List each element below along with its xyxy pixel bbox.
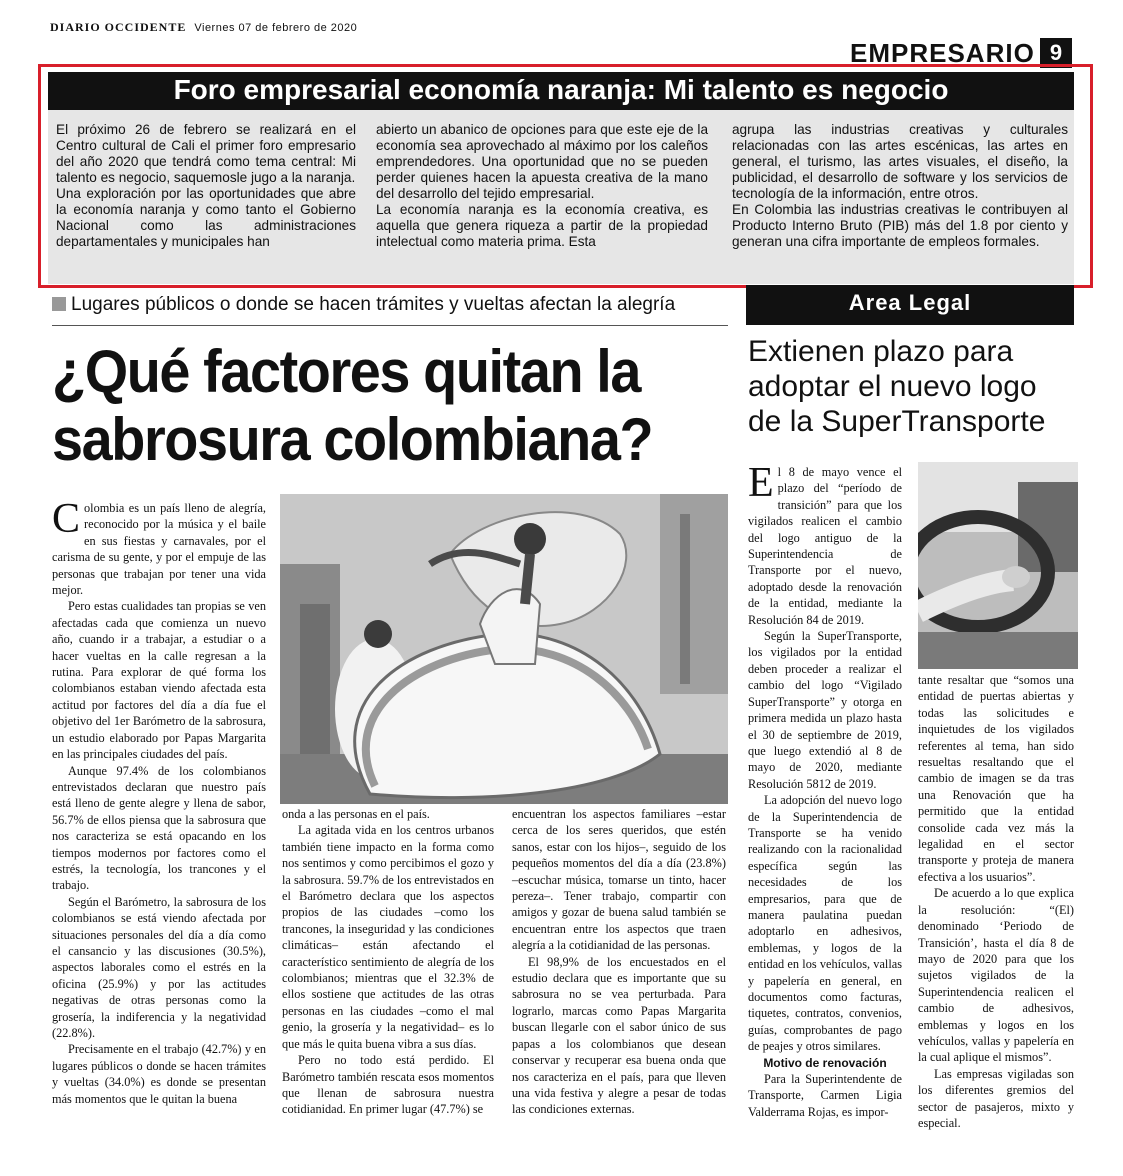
feature-paragraph: El próximo 26 de febrero se realizará en el Centro cultural de Cali el primer foro empresario del año 2020 que tendrá como tema central: Mi talento es negocio, saquemosle jugo a la naranja. (56, 122, 356, 185)
paragraph: onda a las personas en el país. (282, 807, 430, 821)
lead-text: olombia es un país lleno de alegría, reconocido por la música y el baile en sus fiestas y carnavales, por el carisma de su gente, y por el empuje de las personas que trabajan por tener una vida mejor. (52, 501, 266, 598)
area-legal-banner: Area Legal (746, 285, 1074, 325)
article-kicker (52, 294, 675, 316)
article-column-3 (512, 806, 726, 1118)
feature-paragraph: agrupa las industrias creativas y culturales relacionadas con las artes escénicas, las artes en general, el turismo, las artes visuales, el diseño, la publicidad, el desarrollo de software y los servicios de tecnología de la información, entre otros. (732, 122, 1068, 201)
paragraph: De acuerdo a lo que explica la resolución: “(El) denominado ‘Periodo de Transición’, hasta el día 8 de mayo de 2020 para que los sujetos vigilados de la Superintendencia realicen el cambio de adhesivos, emblemas y logos en los vehículos, vallas y papelería en la cual aplique el mismos”. (918, 886, 1074, 1065)
paragraph: El 98,9% de los encuestados en el estudio declara que es importante que su sabrosura no se vea perturbada. Para lograrlo, marcas como Papas Margarita buscan llegarle con el sabor único de sus papas a los colombianos que desean conservar y recuperar esa buena onda que nos caracteriza en el país, para que lleven una vida festiva y alegre a pesar de todas las condiciones externas. (512, 954, 726, 1117)
highlight-box (38, 64, 1093, 288)
paragraph: Para la Superintendente de Transporte, Carmen Ligia Valderrama Rojas, es impor- (748, 1072, 902, 1119)
paragraph: Según el Barómetro, la sabrosura de los colombianos se está viendo afectada por situaciones personales del día a día como el cansancio y las discusiones (30.5%), aspectos laborales como el estrés en la oficina (25.9%) y por las actitudes negativas de otras personas como la grosería, la indiferencia y la negatividad (22.8%). (52, 894, 266, 1040)
paragraph: La agitada vida en los centros urbanos también tiene impacto en la forma como nos sentimos y como percibimos el gozo y la sabrosura. 59.7% de los entrevistados en el Barómetro declara que los aspectos propios de las ciudades –como los trancones, la inseguridad y las condiciones climáticas– están afectando el característico sentimiento de alegría de los colombianos; mientras que el 32.3% de ellos sostiene que actitudes de las otras personas en las ciudades –como el mal genio, la grosería y la negatividad– es lo que más le quita buena vibra a sus días. (282, 823, 494, 1051)
paragraph: Pero estas cualidades tan propias se ven afectadas cada que comienza un nuevo año, cuando ir a trabajar, a estudiar o a hacer vueltas en la calle regresan a la rutina. Para explorar de qué forma los colombianos estaban viendo afectada esta actitud por factores del día a día fue el objetivo del 1er Barómetro de la sabrosura, un estudio elaborado por Papas Margarita en las principales ciudades del país. (52, 599, 266, 762)
paragraph: tante resaltar que “somos una entidad de puertas abiertas y todas las solicitudes e inquietudes de los vigilados referentes al tema, han sido resueltas resaltando que el cambio de imagen se da tras una Renovación que ha permitido que la entidad consolide cada vez más la legalidad en el sector transporte y proteja de manera efectiva a los usuarios”. (918, 673, 1074, 884)
section-name: EMPRESARIO (850, 38, 1035, 68)
square-bullet-icon (52, 297, 66, 311)
paragraph: Pero no todo está perdido. El Barómetro también rescata esos momentos que llenan de sabrosura nuestra cotidianidad. En primer lugar (47.7%) se (282, 1053, 494, 1117)
driver-photo-illustration (918, 462, 1078, 669)
paragraph: Las empresas vigiladas son los diferentes gremios del sector de pasajeros, mixto y especial. (918, 1066, 1074, 1130)
feature-title: Foro empresarial economía naranja: Mi talento es negocio (48, 72, 1074, 110)
article-column-2 (282, 806, 494, 1118)
masthead (50, 20, 357, 35)
paragraph: La adopción del nuevo logo de la Superintendencia de Transporte se ha venido realizando con la racionalidad específica según las necesidades de los empresarios, para que de manera paulatina puedan adoptarlo en adhesivos, emblemas, y logos de la entidad en los vehículos, vallas y papelería en general, en documentos como facturas, tiquetes, contratos, convenios, guías, comprobantes de pago de peajes y otros similares. (748, 793, 902, 1054)
lead-paragraph (52, 496, 266, 598)
drop-cap: C (52, 496, 81, 542)
article-column-1 (52, 496, 266, 1107)
legal-headline: Extienen plazo para adoptar el nuevo logo de la SuperTransporte (748, 335, 1046, 438)
feature-paragraph: En Colombia las industrias creativas le contribuyen al Producto Interno Bruto (PIB) más del 1.8 por ciento y generan una cifra importante de empleos formales. (732, 202, 1068, 249)
driver-photo (918, 462, 1078, 669)
legal-column-2 (918, 672, 1074, 1131)
issue-date: Viernes 07 de febrero de 2020 (194, 22, 358, 34)
article-headline: ¿Qué factores quitan la sabrosura colombiana? (52, 338, 653, 473)
feature-paragraph: abierto un abanico de opciones para que este eje de la economía sea aprovechado al máximo por los caleños emprendedores. Una oportunidad que no se pueden perder quienes hacen la apuesta creativa de la mano del desarrollo del tejido empresarial. (376, 122, 708, 201)
drop-cap: E (748, 460, 774, 506)
feature-paragraph: Una exploración por las oportunidades que abre la economía naranja y como tanto el Gobierno Nacional como las administraciones departamentales y municipales han (56, 186, 356, 249)
paragraph: Aunque 97.4% de los colombianos entrevistados declaran que nuestro país está lleno de gente alegre y llena de sabor, 56.7% de ellos piensa que la sabrosura que nos caracteriza se está opacando en los tiempos modernos por factores como el estrés, la tecnología, los trancones y el trabajo. (52, 763, 266, 893)
dancer-photo (280, 494, 728, 804)
paragraph: Según la SuperTransporte, los vigilados por la entidad deben proceder a realizar el cambio del logo “Vigilado SuperTransporte” y otorga en primera medida un plazo hasta el 30 de septiembre de 2019, que luego extendió al 8 de mayo de 2020, mediante Resolución 5812 de 2019. (748, 629, 902, 791)
legal-column-1 (748, 460, 902, 1120)
page-number: 9 (1040, 38, 1072, 68)
paragraph: Precisamente en el trabajo (42.7%) y en lugares públicos o donde se hacen trámites y vueltas (34.0%) es donde se presentan más momentos que le quitan la buena (52, 1042, 266, 1106)
masthead-title: DIARIO OCCIDENTE (50, 20, 187, 34)
feature-paragraph: La economía naranja es la economía creativa, es aquella que genera riqueza a partir de la propiedad intelectual como materia prima. Esta (376, 202, 708, 249)
lead-text: l 8 de mayo vence el plazo del “período de transición” para que los vigilados realicen el cambio del logo antiguo de la Superintendencia de Transporte por el nuevo, adoptado desde la renovación de la entidad, mediante la Resolución 84 de 2019. (748, 465, 902, 627)
divider (52, 325, 728, 326)
legal-subhead: Motivo de renovación (763, 1055, 887, 1070)
kicker-text: Lugares públicos o donde se hacen trámites y vueltas afectan la alegría (71, 294, 676, 315)
lead-paragraph (748, 460, 902, 628)
dancer-photo-illustration (280, 494, 728, 804)
paragraph: encuentran los aspectos familiares –estar cerca de los seres queridos, que estén sanos, estar con los hijos–, seguido de los pequeños momentos del día a día (23.8%) –escuchar música, tomarse un tinto, hacer pereza–. Tener trabajo, compartir con amigos y gozar de buena salud también se encuentran entre los aspectos que traen alegría a la cotidianidad de las personas. (512, 807, 726, 953)
